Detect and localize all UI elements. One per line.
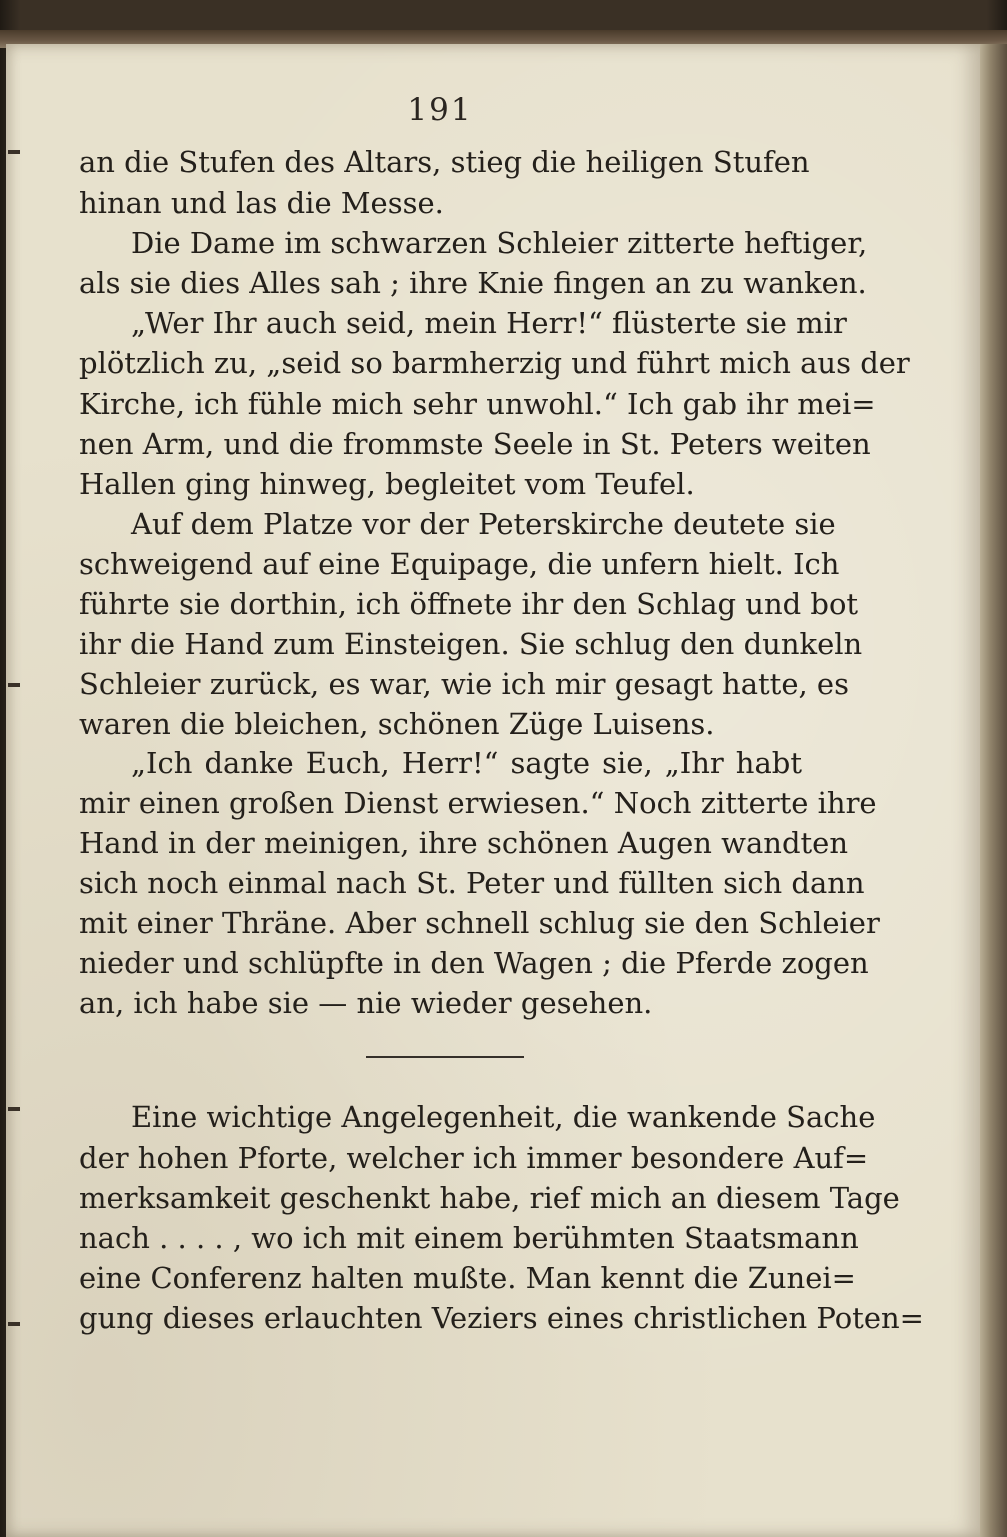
text-line: ihr die Hand zum Einsteigen. Sie schlug den dunkeln	[79, 627, 863, 661]
section-divider	[366, 1056, 524, 1058]
text-line: als sie dies Alles sah ; ihre Knie fingen an zu wanken.	[79, 266, 867, 300]
text-line: eine Conferenz halten mußte. Man kennt die Zunei=	[79, 1261, 856, 1295]
text-line: nen Arm, und die frommste Seele in St. Peters weiten	[79, 427, 871, 461]
text-line: an die Stufen des Altars, stieg die heiligen Stufen	[79, 145, 810, 179]
text-line: merksamkeit geschenkt habe, rief mich an diesem Tage	[79, 1181, 900, 1215]
page-number: 191	[407, 92, 473, 128]
text-line: Kirche, ich fühle mich sehr unwohl.“ Ich gab ihr mei=	[79, 387, 876, 421]
page-edge-shadow	[980, 44, 1007, 1537]
text-line: an, ich habe sie — nie wieder gesehen.	[79, 986, 653, 1020]
text-line: mir einen großen Dienst erwiesen.“ Noch zitterte ihre	[79, 786, 877, 820]
text-line: schweigend auf eine Equipage, die unfern hielt. Ich	[79, 547, 840, 581]
text-line: hinan und las die Messe.	[79, 186, 444, 220]
text-line: der hohen Pforte, welcher ich immer besondere Auf=	[79, 1141, 869, 1175]
text-line: nach . . . . , wo ich mit einem berühmten Staatsmann	[79, 1221, 859, 1255]
text-line: Eine wichtige Angelegenheit, die wankende Sache	[131, 1100, 876, 1134]
text-line: waren die bleichen, schönen Züge Luisens.	[79, 707, 715, 741]
margin-mark	[8, 150, 20, 154]
text-line: mit einer Thräne. Aber schnell schlug sie den Schleier	[79, 906, 880, 940]
text-line: Die Dame im schwarzen Schleier zitterte heftiger,	[131, 226, 868, 260]
text-line: sich noch einmal nach St. Peter und füllten sich dann	[79, 866, 865, 900]
text-line: „Wer Ihr auch seid, mein Herr!“ flüsterte sie mir	[131, 306, 847, 340]
margin-mark	[8, 1107, 20, 1111]
text-line: führte sie dorthin, ich öffnete ihr den Schlag und bot	[79, 587, 859, 621]
text-line: Hand in der meinigen, ihre schönen Augen wandten	[79, 826, 849, 860]
text-line: gung dieses erlauchten Veziers eines christlichen Poten=	[79, 1301, 924, 1335]
text-line: Hallen ging hinweg, begleitet vom Teufel.	[79, 467, 695, 501]
text-line: „Ich danke Euch, Herr!“ sagte sie, „Ihr habt	[131, 746, 802, 780]
text-line: nieder und schlüpfte in den Wagen ; die Pferde zogen	[79, 946, 869, 980]
text-line: Auf dem Platze vor der Peterskirche deutete sie	[131, 507, 836, 541]
margin-mark	[8, 1322, 20, 1326]
text-line: Schleier zurück, es war, wie ich mir gesagt hatte, es	[79, 667, 849, 701]
text-line: plötzlich zu, „seid so barmherzig und führt mich aus der	[79, 346, 910, 380]
margin-mark	[8, 683, 20, 687]
